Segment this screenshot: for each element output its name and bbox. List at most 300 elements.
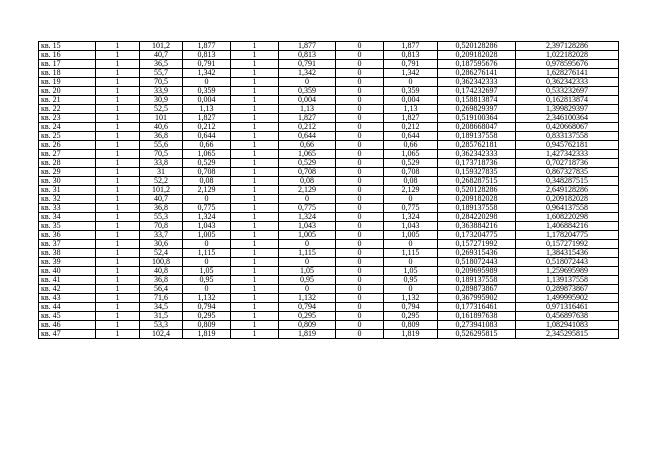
cell-coef: 1 [231, 186, 279, 195]
cell-value-d: 0,362342333 [438, 150, 516, 159]
cell-apartment-label: кв. 39 [39, 258, 96, 267]
cell-value-a: 1,005 [183, 231, 231, 240]
cell-value-c: 1,342 [384, 69, 438, 78]
cell-apartment-label: кв. 42 [39, 285, 96, 294]
cell-value-d: 0,173718736 [438, 159, 516, 168]
cell-value-c: 1,005 [384, 231, 438, 240]
cell-apartment-label: кв. 41 [39, 276, 96, 285]
table-row [39, 159, 619, 168]
cell-total: 2,397128286 [516, 42, 619, 51]
cell-total: 0,420668067 [516, 123, 619, 132]
table-row [39, 87, 619, 96]
cell-area: 101 [140, 114, 183, 123]
table-row [39, 168, 619, 177]
table-row [39, 150, 619, 159]
cell-count: 1 [96, 78, 140, 87]
cell-value-a: 0,66 [183, 141, 231, 150]
cell-coef: 1 [231, 213, 279, 222]
cell-count: 1 [96, 96, 140, 105]
cell-zero: 0 [336, 258, 384, 267]
cell-value-a: 1,132 [183, 294, 231, 303]
cell-value-a: 0,791 [183, 60, 231, 69]
cell-value-b: 1,827 [279, 114, 336, 123]
cell-zero: 0 [336, 132, 384, 141]
cell-apartment-label: кв. 18 [39, 69, 96, 78]
cell-total: 0,964137558 [516, 204, 619, 213]
table-row [39, 51, 619, 60]
cell-area: 36,8 [140, 132, 183, 141]
cell-area: 52,4 [140, 249, 183, 258]
cell-count: 1 [96, 267, 140, 276]
cell-count: 1 [96, 276, 140, 285]
cell-apartment-label: кв. 45 [39, 312, 96, 321]
cell-total: 0,162813874 [516, 96, 619, 105]
cell-total: 1,139137558 [516, 276, 619, 285]
cell-value-d: 0,273941083 [438, 321, 516, 330]
cell-value-b: 0,66 [279, 141, 336, 150]
cell-value-b: 2,129 [279, 186, 336, 195]
table-row [39, 123, 619, 132]
cell-total: 0,867327835 [516, 168, 619, 177]
cell-value-a: 2,129 [183, 186, 231, 195]
cell-total: 0,209182028 [516, 195, 619, 204]
cell-total: 1,082941083 [516, 321, 619, 330]
cell-area: 31,5 [140, 312, 183, 321]
cell-zero: 0 [336, 177, 384, 186]
cell-zero: 0 [336, 96, 384, 105]
table-row [39, 330, 619, 339]
table-row [39, 231, 619, 240]
cell-apartment-label: кв. 21 [39, 96, 96, 105]
cell-value-d: 0,289873867 [438, 285, 516, 294]
cell-value-b: 1,043 [279, 222, 336, 231]
cell-total: 0,518072443 [516, 258, 619, 267]
cell-value-a: 0,08 [183, 177, 231, 186]
cell-value-a: 0 [183, 78, 231, 87]
cell-value-a: 0,529 [183, 159, 231, 168]
cell-value-d: 0,209695989 [438, 267, 516, 276]
cell-value-c: 1,13 [384, 105, 438, 114]
cell-count: 1 [96, 177, 140, 186]
cell-zero: 0 [336, 123, 384, 132]
cell-value-c: 0,212 [384, 123, 438, 132]
cell-value-a: 0,813 [183, 51, 231, 60]
cell-total: 1,628276141 [516, 69, 619, 78]
cell-total: 1,499995902 [516, 294, 619, 303]
cell-apartment-label: кв. 24 [39, 123, 96, 132]
cell-coef: 1 [231, 132, 279, 141]
cell-value-a: 1,065 [183, 150, 231, 159]
cell-area: 100,8 [140, 258, 183, 267]
cell-value-a: 1,827 [183, 114, 231, 123]
table-row [39, 105, 619, 114]
cell-value-a: 0,794 [183, 303, 231, 312]
cell-zero: 0 [336, 195, 384, 204]
cell-area: 40,7 [140, 195, 183, 204]
cell-apartment-label: кв. 28 [39, 159, 96, 168]
cell-value-d: 0,177316461 [438, 303, 516, 312]
cell-count: 1 [96, 60, 140, 69]
cell-coef: 1 [231, 303, 279, 312]
cell-total: 2,346100364 [516, 114, 619, 123]
cell-total: 1,427342333 [516, 150, 619, 159]
cell-value-d: 0,173204775 [438, 231, 516, 240]
cell-coef: 1 [231, 204, 279, 213]
cell-value-c: 0,809 [384, 321, 438, 330]
cell-coef: 1 [231, 87, 279, 96]
cell-value-c: 0,295 [384, 312, 438, 321]
table-row [39, 240, 619, 249]
cell-value-d: 0,159327835 [438, 168, 516, 177]
cell-value-d: 0,286276141 [438, 69, 516, 78]
cell-value-a: 1,342 [183, 69, 231, 78]
cell-area: 33,7 [140, 231, 183, 240]
cell-apartment-label: кв. 44 [39, 303, 96, 312]
cell-value-c: 0,529 [384, 159, 438, 168]
cell-value-b: 1,324 [279, 213, 336, 222]
table-row [39, 258, 619, 267]
cell-value-d: 0,189137558 [438, 132, 516, 141]
cell-value-b: 0,775 [279, 204, 336, 213]
cell-count: 1 [96, 186, 140, 195]
cell-value-b: 0 [279, 195, 336, 204]
cell-coef: 1 [231, 312, 279, 321]
cell-area: 52,2 [140, 177, 183, 186]
cell-value-d: 0,520128286 [438, 42, 516, 51]
cell-value-a: 0 [183, 195, 231, 204]
cell-count: 1 [96, 213, 140, 222]
cell-value-d: 0,269315436 [438, 249, 516, 258]
cell-value-d: 0,157271992 [438, 240, 516, 249]
cell-total: 0,348287515 [516, 177, 619, 186]
table-row [39, 267, 619, 276]
cell-total: 1,406884216 [516, 222, 619, 231]
cell-value-a: 0,775 [183, 204, 231, 213]
cell-coef: 1 [231, 159, 279, 168]
cell-zero: 0 [336, 204, 384, 213]
cell-area: 36,5 [140, 60, 183, 69]
cell-value-b: 0 [279, 285, 336, 294]
cell-value-c: 1,05 [384, 267, 438, 276]
cell-zero: 0 [336, 231, 384, 240]
cell-zero: 0 [336, 240, 384, 249]
cell-area: 52,5 [140, 105, 183, 114]
cell-count: 1 [96, 105, 140, 114]
cell-value-d: 0,187595676 [438, 60, 516, 69]
cell-apartment-label: кв. 19 [39, 78, 96, 87]
cell-value-c: 0,708 [384, 168, 438, 177]
cell-zero: 0 [336, 267, 384, 276]
cell-value-a: 0,95 [183, 276, 231, 285]
cell-zero: 0 [336, 87, 384, 96]
cell-value-b: 0,295 [279, 312, 336, 321]
cell-apartment-label: кв. 23 [39, 114, 96, 123]
cell-value-a: 1,877 [183, 42, 231, 51]
cell-count: 1 [96, 294, 140, 303]
cell-apartment-label: кв. 15 [39, 42, 96, 51]
cell-zero: 0 [336, 330, 384, 339]
cell-apartment-label: кв. 47 [39, 330, 96, 339]
table-row [39, 177, 619, 186]
cell-area: 101,2 [140, 186, 183, 195]
cell-count: 1 [96, 249, 140, 258]
cell-coef: 1 [231, 123, 279, 132]
cell-area: 36,8 [140, 204, 183, 213]
table-row [39, 69, 619, 78]
cell-coef: 1 [231, 321, 279, 330]
cell-count: 1 [96, 312, 140, 321]
cell-value-c: 0 [384, 195, 438, 204]
cell-zero: 0 [336, 321, 384, 330]
cell-count: 1 [96, 159, 140, 168]
cell-value-d: 0,284220298 [438, 213, 516, 222]
cell-area: 40,7 [140, 51, 183, 60]
cell-zero: 0 [336, 114, 384, 123]
cell-area: 30,9 [140, 96, 183, 105]
cell-value-b: 0,212 [279, 123, 336, 132]
cell-value-c: 0 [384, 240, 438, 249]
cell-area: 56,4 [140, 285, 183, 294]
cell-value-b: 0,708 [279, 168, 336, 177]
cell-area: 71,6 [140, 294, 183, 303]
cell-value-a: 0,212 [183, 123, 231, 132]
table-row [39, 96, 619, 105]
cell-coef: 1 [231, 258, 279, 267]
table-row [39, 249, 619, 258]
cell-count: 1 [96, 258, 140, 267]
cell-apartment-label: кв. 36 [39, 231, 96, 240]
cell-count: 1 [96, 51, 140, 60]
cell-count: 1 [96, 303, 140, 312]
cell-value-b: 0,359 [279, 87, 336, 96]
cell-value-b: 1,05 [279, 267, 336, 276]
table-row [39, 222, 619, 231]
cell-value-b: 0,791 [279, 60, 336, 69]
cell-value-d: 0,362342333 [438, 78, 516, 87]
cell-value-b: 0,794 [279, 303, 336, 312]
cell-zero: 0 [336, 78, 384, 87]
cell-coef: 1 [231, 276, 279, 285]
cell-value-c: 1,324 [384, 213, 438, 222]
cell-area: 40,6 [140, 123, 183, 132]
cell-total: 1,384315436 [516, 249, 619, 258]
cell-total: 0,533232697 [516, 87, 619, 96]
cell-coef: 1 [231, 42, 279, 51]
cell-total: 0,971316461 [516, 303, 619, 312]
cell-total: 1,399829397 [516, 105, 619, 114]
cell-zero: 0 [336, 150, 384, 159]
cell-value-b: 0,813 [279, 51, 336, 60]
cell-value-a: 0 [183, 258, 231, 267]
cell-value-b: 1,005 [279, 231, 336, 240]
cell-value-b: 1,342 [279, 69, 336, 78]
cell-zero: 0 [336, 105, 384, 114]
table-row [39, 60, 619, 69]
table-row [39, 276, 619, 285]
table-row [39, 42, 619, 51]
cell-apartment-label: кв. 43 [39, 294, 96, 303]
cell-zero: 0 [336, 276, 384, 285]
cell-area: 34,5 [140, 303, 183, 312]
cell-total: 2,649128286 [516, 186, 619, 195]
cell-area: 33,9 [140, 87, 183, 96]
cell-value-c: 0,08 [384, 177, 438, 186]
cell-value-c: 1,065 [384, 150, 438, 159]
table-row [39, 204, 619, 213]
cell-value-b: 0 [279, 240, 336, 249]
cell-value-b: 0,529 [279, 159, 336, 168]
table-row [39, 312, 619, 321]
cell-value-a: 0,295 [183, 312, 231, 321]
cell-total: 0,833137558 [516, 132, 619, 141]
cell-value-c: 1,827 [384, 114, 438, 123]
cell-apartment-label: кв. 20 [39, 87, 96, 96]
cell-value-c: 0,794 [384, 303, 438, 312]
cell-coef: 1 [231, 51, 279, 60]
cell-value-b: 0,644 [279, 132, 336, 141]
cell-area: 40,8 [140, 267, 183, 276]
table-row [39, 141, 619, 150]
cell-count: 1 [96, 69, 140, 78]
cell-area: 33,8 [140, 159, 183, 168]
cell-apartment-label: кв. 26 [39, 141, 96, 150]
cell-value-c: 2,129 [384, 186, 438, 195]
cell-value-b: 1,132 [279, 294, 336, 303]
cell-value-b: 1,819 [279, 330, 336, 339]
cell-apartment-label: кв. 22 [39, 105, 96, 114]
cell-apartment-label: кв. 27 [39, 150, 96, 159]
cell-value-b: 1,877 [279, 42, 336, 51]
cell-area: 102,4 [140, 330, 183, 339]
cell-zero: 0 [336, 168, 384, 177]
cell-coef: 1 [231, 150, 279, 159]
cell-apartment-label: кв. 29 [39, 168, 96, 177]
table-body [39, 42, 619, 339]
cell-total: 0,456897638 [516, 312, 619, 321]
cell-count: 1 [96, 42, 140, 51]
cell-area: 101,2 [140, 42, 183, 51]
cell-coef: 1 [231, 330, 279, 339]
table-row [39, 303, 619, 312]
cell-area: 55,6 [140, 141, 183, 150]
cell-total: 0,289873867 [516, 285, 619, 294]
cell-apartment-label: кв. 25 [39, 132, 96, 141]
cell-apartment-label: кв. 16 [39, 51, 96, 60]
cell-value-b: 0 [279, 78, 336, 87]
cell-value-b: 0 [279, 258, 336, 267]
cell-apartment-label: кв. 40 [39, 267, 96, 276]
cell-value-d: 0,363884216 [438, 222, 516, 231]
cell-area: 31 [140, 168, 183, 177]
cell-zero: 0 [336, 285, 384, 294]
cell-value-c: 1,115 [384, 249, 438, 258]
cell-apartment-label: кв. 35 [39, 222, 96, 231]
cell-value-c: 0,66 [384, 141, 438, 150]
cell-apartment-label: кв. 34 [39, 213, 96, 222]
cell-zero: 0 [336, 312, 384, 321]
cell-value-d: 0,189137558 [438, 204, 516, 213]
cell-value-d: 0,526295815 [438, 330, 516, 339]
cell-apartment-label: кв. 37 [39, 240, 96, 249]
cell-count: 1 [96, 123, 140, 132]
cell-value-d: 0,209182028 [438, 51, 516, 60]
cell-value-d: 0,208668047 [438, 123, 516, 132]
cell-value-d: 0,518072443 [438, 258, 516, 267]
cell-value-a: 0 [183, 240, 231, 249]
cell-area: 55,3 [140, 213, 183, 222]
cell-coef: 1 [231, 231, 279, 240]
cell-zero: 0 [336, 141, 384, 150]
cell-value-d: 0,158813874 [438, 96, 516, 105]
cell-coef: 1 [231, 105, 279, 114]
cell-coef: 1 [231, 168, 279, 177]
cell-count: 1 [96, 114, 140, 123]
cell-value-c: 0,775 [384, 204, 438, 213]
cell-apartment-label: кв. 32 [39, 195, 96, 204]
table-row [39, 186, 619, 195]
cell-zero: 0 [336, 213, 384, 222]
cell-area: 53,3 [140, 321, 183, 330]
cell-value-d: 0,520128286 [438, 186, 516, 195]
cell-value-a: 0,809 [183, 321, 231, 330]
cell-total: 1,608220298 [516, 213, 619, 222]
cell-coef: 1 [231, 141, 279, 150]
cell-zero: 0 [336, 294, 384, 303]
cell-zero: 0 [336, 60, 384, 69]
cell-value-d: 0,209182028 [438, 195, 516, 204]
cell-area: 55,7 [140, 69, 183, 78]
cell-zero: 0 [336, 69, 384, 78]
cell-apartment-label: кв. 17 [39, 60, 96, 69]
cell-area: 70,5 [140, 78, 183, 87]
cell-apartment-label: кв. 38 [39, 249, 96, 258]
cell-value-d: 0,268287515 [438, 177, 516, 186]
cell-count: 1 [96, 150, 140, 159]
cell-value-d: 0,161897638 [438, 312, 516, 321]
cell-zero: 0 [336, 249, 384, 258]
cell-value-a: 1,115 [183, 249, 231, 258]
cell-zero: 0 [336, 42, 384, 51]
cell-area: 70,8 [140, 222, 183, 231]
cell-count: 1 [96, 285, 140, 294]
cell-coef: 1 [231, 195, 279, 204]
table-row [39, 294, 619, 303]
cell-value-c: 0,359 [384, 87, 438, 96]
cell-count: 1 [96, 330, 140, 339]
cell-coef: 1 [231, 60, 279, 69]
cell-value-b: 0,004 [279, 96, 336, 105]
cell-coef: 1 [231, 240, 279, 249]
cell-value-c: 0 [384, 258, 438, 267]
cell-value-a: 1,05 [183, 267, 231, 276]
data-table [38, 41, 619, 339]
cell-value-c: 1,819 [384, 330, 438, 339]
cell-value-c: 1,043 [384, 222, 438, 231]
cell-total: 0,945762181 [516, 141, 619, 150]
cell-value-b: 0,809 [279, 321, 336, 330]
cell-apartment-label: кв. 46 [39, 321, 96, 330]
table-row [39, 132, 619, 141]
cell-coef: 1 [231, 294, 279, 303]
cell-value-a: 0,359 [183, 87, 231, 96]
table-row [39, 114, 619, 123]
cell-coef: 1 [231, 78, 279, 87]
cell-value-c: 0,95 [384, 276, 438, 285]
cell-count: 1 [96, 222, 140, 231]
cell-value-c: 0 [384, 285, 438, 294]
cell-apartment-label: кв. 30 [39, 177, 96, 186]
cell-count: 1 [96, 87, 140, 96]
